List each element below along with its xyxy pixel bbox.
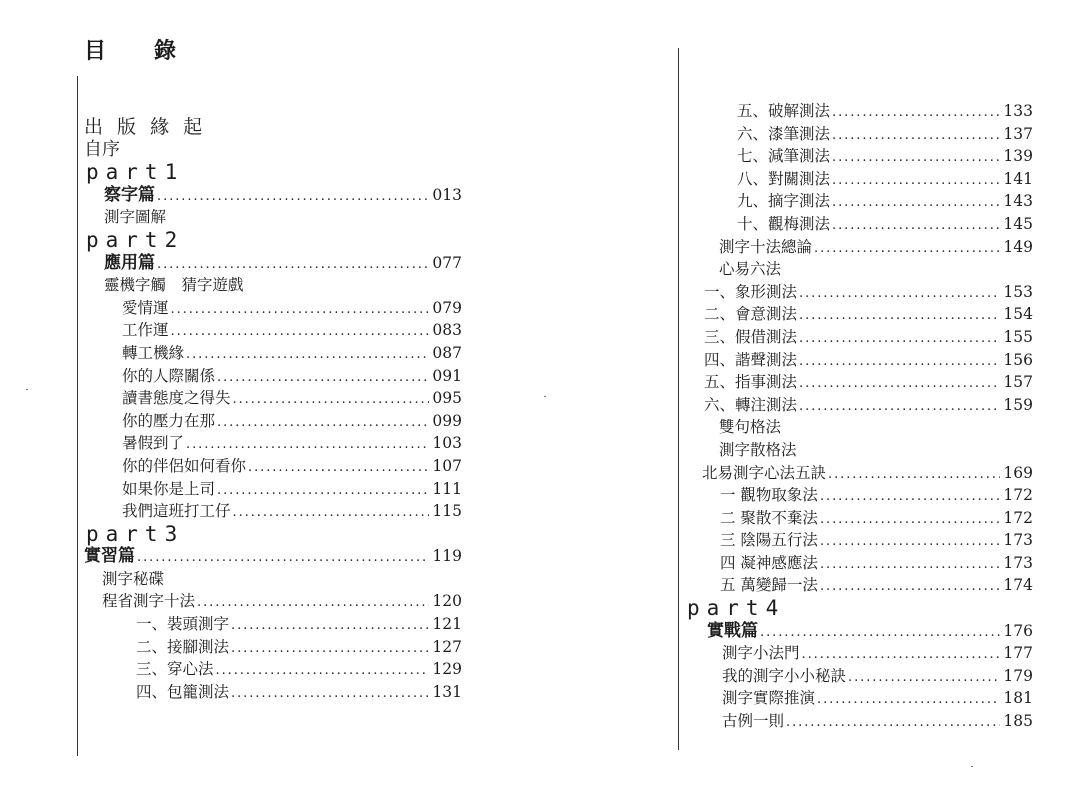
dot-leader (820, 484, 1000, 509)
toc-page-number: 173 (1003, 531, 1033, 550)
toc-entry (84, 432, 462, 455)
toc-entry-title: 三 陰陽五行法 (720, 531, 818, 550)
dot-leader (802, 642, 1001, 667)
toc-entry (685, 303, 1033, 326)
toc-entry-title: 心易六法 (719, 260, 782, 279)
right-margin-rule (678, 48, 679, 750)
contents-heading (84, 34, 176, 65)
toc-entry (84, 161, 462, 184)
toc-page-number: 095 (432, 389, 462, 408)
toc-entry (685, 100, 1033, 123)
dot-leader (799, 303, 1000, 328)
toc-entry-title: 七、減筆測法 (737, 147, 831, 166)
toc-page-number: 087 (432, 343, 462, 362)
toc-page-number: 083 (432, 321, 462, 340)
toc-page-number: 099 (432, 411, 462, 430)
toc-page-number: 131 (432, 682, 462, 701)
toc-entry-title: 三、穿心法 (136, 660, 214, 679)
toc-entry (84, 545, 462, 568)
toc-entry (84, 139, 462, 162)
toc-entry-title: 四 凝神感應法 (720, 553, 818, 572)
dot-leader (832, 190, 1000, 215)
toc-entry (685, 326, 1033, 349)
scan-speck (544, 396, 546, 397)
toc-entry (84, 365, 462, 388)
toc-entry (685, 439, 1033, 462)
toc-entry (84, 681, 462, 704)
toc-entry-title: 測字十法總論 (719, 237, 813, 256)
toc-entry-title: 察字篇 (104, 184, 155, 205)
toc-entry (84, 636, 462, 659)
toc-entry-title: 轉工機緣 (122, 343, 185, 362)
toc-entry-title: 自序 (84, 138, 120, 160)
dot-leader (814, 236, 1000, 261)
toc-entry-title: 實習篇 (84, 546, 135, 567)
dot-leader (828, 462, 1000, 487)
toc-entry (685, 484, 1033, 507)
toc-page-number: 145 (1003, 214, 1033, 233)
toc-entry (685, 710, 1033, 733)
toc-page-number: 157 (1003, 373, 1033, 392)
toc-page-number: 013 (432, 185, 462, 204)
toc-entry (84, 590, 462, 613)
dot-leader (832, 145, 1000, 170)
toc-page-number: 121 (432, 615, 462, 634)
toc-entry-title: 我的測字小小秘訣 (722, 666, 847, 685)
toc-entry (84, 387, 462, 410)
toc-entry-title: 九、摘字測法 (737, 192, 831, 211)
toc-entry (685, 642, 1033, 665)
toc-page-number: 177 (1003, 644, 1033, 663)
toc-entry (84, 523, 462, 546)
toc-entry-title: 工作運 (122, 321, 169, 340)
toc-entry (685, 281, 1033, 304)
toc-entry-title: 一、象形測法 (704, 282, 798, 301)
toc-entry (84, 410, 462, 433)
toc-entry (84, 342, 462, 365)
toc-entry-title: 你的伴侶如何看你 (122, 456, 247, 475)
dot-leader (233, 500, 430, 525)
toc-page-number: 156 (1003, 350, 1033, 369)
dot-leader (216, 658, 430, 683)
toc-entry-title: 一 觀物取象法 (720, 486, 818, 505)
dot-leader (832, 213, 1000, 238)
dot-leader (832, 123, 1000, 148)
toc-entry-title: 六、漆筆測法 (737, 124, 831, 143)
dot-leader (171, 297, 430, 322)
dot-leader (157, 252, 429, 277)
toc-entry-title: 三、假借測法 (704, 327, 798, 346)
toc-entry (685, 574, 1033, 597)
toc-entry-title: 程省測字十法 (102, 592, 196, 611)
dot-leader (186, 342, 429, 367)
toc-entry-title: 測字小法門 (722, 644, 800, 663)
dot-leader (820, 552, 1000, 577)
toc-page-number: 173 (1003, 553, 1033, 572)
toc-page-number: 141 (1003, 169, 1033, 188)
dot-leader (233, 387, 430, 412)
contents-heading-char-1: 目 (84, 39, 107, 64)
toc-entry (84, 274, 462, 297)
dot-leader (197, 590, 429, 615)
toc-page-number: 103 (432, 434, 462, 453)
toc-entry-title: 二、接腳測法 (136, 637, 230, 656)
dot-leader (799, 371, 1000, 396)
toc-entry (685, 123, 1033, 146)
toc-entry (84, 500, 462, 523)
toc-left-column (84, 116, 462, 703)
dot-leader (786, 710, 1000, 735)
toc-entry-title: 愛情運 (122, 298, 169, 317)
toc-page-number: 120 (432, 592, 462, 611)
dot-leader (231, 613, 429, 638)
toc-entry-title: 四、諧聲測法 (704, 350, 798, 369)
toc-page-number: 129 (432, 660, 462, 679)
toc-entry (685, 507, 1033, 530)
toc-entry (84, 613, 462, 636)
dot-leader (799, 394, 1000, 419)
dot-leader (799, 281, 1000, 306)
toc-entry-title: 雙句格法 (719, 418, 782, 437)
toc-entry (84, 478, 462, 501)
toc-page-number: 119 (432, 547, 462, 566)
toc-entry (685, 371, 1033, 394)
toc-page-number: 115 (432, 502, 462, 521)
toc-entry (685, 258, 1033, 281)
toc-entry (685, 687, 1033, 710)
toc-entry (84, 568, 462, 591)
dot-leader (157, 184, 429, 209)
toc-page-number: 159 (1003, 395, 1033, 414)
toc-page-number: 133 (1003, 102, 1033, 120)
toc-entry-title: part3 (86, 521, 185, 546)
toc-entry-title: 靈機字觸 猜字遊戲 (104, 276, 244, 295)
toc-entry-title: part1 (86, 160, 185, 185)
toc-entry (84, 297, 462, 320)
toc-entry-title: 測字秘碟 (102, 569, 165, 588)
toc-entry-title: 測字實際推演 (722, 689, 816, 708)
toc-page-number: 172 (1003, 508, 1033, 527)
dot-leader (137, 545, 429, 570)
scan-speck (26, 389, 28, 390)
toc-entry-title: 五 萬變歸一法 (720, 576, 818, 595)
toc-entry (685, 394, 1033, 417)
toc-entry-title: 五、指事測法 (704, 373, 798, 392)
dot-leader (248, 455, 429, 480)
toc-entry (685, 552, 1033, 575)
toc-entry-title: 二 聚散不棄法 (720, 508, 818, 527)
dot-leader (231, 681, 429, 706)
toc-entry-title: 出 版 緣 起 (84, 116, 207, 138)
toc-entry-title: 讀書態度之得失 (122, 389, 231, 408)
dot-leader (848, 665, 1000, 690)
toc-entry (84, 116, 462, 139)
dot-leader (820, 529, 1000, 554)
toc-entry-title: 你的壓力在那 (122, 411, 216, 430)
toc-entry-title: 六、轉注測法 (704, 395, 798, 414)
toc-page-number: 172 (1003, 486, 1033, 505)
toc-page-number: 153 (1003, 282, 1033, 301)
dot-leader (171, 319, 430, 344)
toc-entry (84, 252, 462, 275)
toc-entry (84, 184, 462, 207)
toc-page-number: 079 (432, 298, 462, 317)
dot-leader (832, 168, 1000, 193)
toc-entry-title: 北易測字心法五訣 (702, 463, 827, 482)
contents-heading-char-2: 錄 (154, 39, 177, 64)
toc-page-number: 143 (1003, 192, 1033, 211)
toc-entry-title: 十、觀梅測法 (737, 214, 831, 233)
toc-entry-title: 我們這班打工仔 (122, 502, 231, 521)
dot-leader (799, 349, 1000, 374)
toc-entry-title: part2 (86, 227, 185, 252)
dot-leader (799, 326, 1000, 351)
toc-page-number: 181 (1003, 689, 1033, 708)
toc-entry (84, 455, 462, 478)
toc-entry (685, 416, 1033, 439)
toc-entry (84, 206, 462, 229)
dot-leader (217, 478, 429, 503)
toc-page-number: 111 (432, 479, 462, 498)
toc-page-number: 137 (1003, 124, 1033, 143)
dot-leader (760, 620, 1000, 645)
toc-entry-title: 四、包籠測法 (136, 682, 230, 701)
toc-entry (685, 620, 1033, 643)
left-page (0, 0, 540, 804)
toc-entry-title: 實戰篇 (707, 620, 758, 641)
toc-entry (84, 658, 462, 681)
toc-page-number: 169 (1003, 463, 1033, 482)
toc-entry-title: 測字散格法 (719, 440, 797, 459)
toc-page-number: 179 (1003, 666, 1033, 685)
dot-leader (820, 574, 1000, 599)
toc-entry-title: 八、對關測法 (737, 169, 831, 188)
toc-page-number: 107 (432, 456, 462, 475)
dot-leader (231, 636, 429, 661)
toc-entry-title: 測字圖解 (104, 208, 167, 227)
toc-entry (685, 145, 1033, 168)
dot-leader (817, 687, 1000, 712)
dot-leader (217, 410, 429, 435)
toc-entry (685, 213, 1033, 236)
toc-entry-title: 二、會意測法 (704, 305, 798, 324)
toc-entry-title: 一、裝頭測字 (136, 615, 230, 634)
toc-page-number: 149 (1003, 237, 1033, 256)
dot-leader (186, 432, 429, 457)
left-margin-rule (77, 76, 78, 756)
dot-leader (832, 100, 1000, 125)
toc-page-number: 176 (1003, 621, 1033, 640)
dot-leader (820, 507, 1000, 532)
toc-entry-title: part4 (687, 596, 786, 621)
right-page (545, 0, 1085, 804)
dot-leader (217, 365, 429, 390)
toc-entry (84, 319, 462, 342)
toc-page-number: 077 (432, 253, 462, 272)
toc-page-number: 139 (1003, 147, 1033, 166)
toc-entry (685, 236, 1033, 259)
toc-entry-title: 如果你是上司 (122, 479, 216, 498)
toc-entry-title: 古例一則 (722, 712, 785, 731)
toc-entry-title: 暑假到了 (122, 434, 185, 453)
toc-page-number: 154 (1003, 305, 1033, 324)
toc-entry (685, 665, 1033, 688)
toc-page-number: 091 (432, 366, 462, 385)
toc-entry (685, 168, 1033, 191)
toc-page-number: 127 (432, 637, 462, 656)
toc-page-number: 155 (1003, 327, 1033, 346)
toc-right-column (685, 100, 1033, 733)
toc-entry-title: 你的人際關係 (122, 366, 216, 385)
toc-entry-title: 五、破解測法 (737, 102, 831, 120)
toc-entry (685, 462, 1033, 485)
toc-page-number: 174 (1003, 576, 1033, 595)
toc-entry (685, 597, 1033, 620)
toc-entry (685, 349, 1033, 372)
toc-entry (84, 229, 462, 252)
toc-entry (685, 190, 1033, 213)
toc-entry-title: 應用篇 (104, 252, 155, 273)
toc-entry (685, 529, 1033, 552)
scan-speck (971, 766, 973, 767)
toc-page-number: 185 (1003, 712, 1033, 731)
